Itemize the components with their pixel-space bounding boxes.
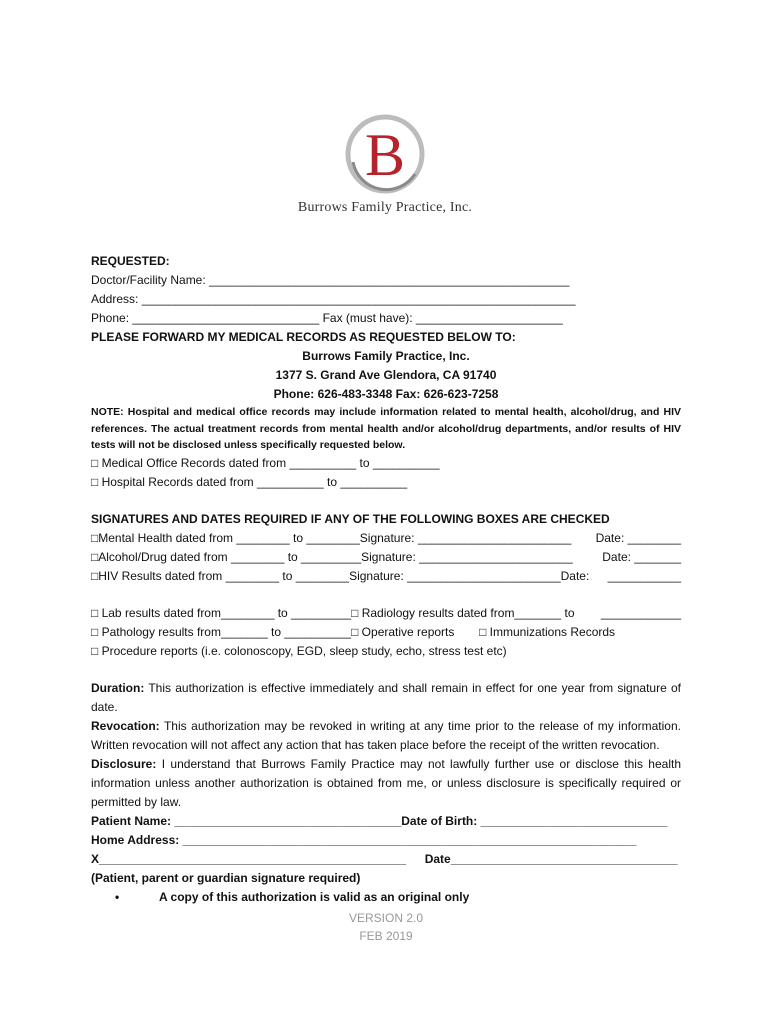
mental-health-text[interactable]: □Mental Health dated from ________ to ________Signature: _______________________ <box>91 530 572 545</box>
mental-health-row[interactable] <box>91 529 681 548</box>
alcohol-drug-row[interactable] <box>91 548 681 567</box>
logo-emblem <box>343 112 427 196</box>
practice-logo <box>0 112 770 216</box>
phone-fax-field[interactable]: Phone: ____________________________ Fax (must have): ______________________ <box>91 311 563 325</box>
pathology-operative-row[interactable] <box>91 623 681 642</box>
hiv-results-text[interactable]: □HIV Results dated from ________ to ________Signature: _______________________Date: <box>91 568 590 583</box>
immunizations-checkbox[interactable]: □ Immunizations Records <box>479 624 616 639</box>
revocation-text: This authorization may be revoked in writing at any time prior to the release of my information. Written revocation will not affect any action that has taken place before the receipt of the written revocation. <box>91 718 681 752</box>
requested-heading: REQUESTED: <box>91 254 170 268</box>
alcohol-drug-text[interactable]: □Alcohol/Drug dated from ________ to _________Signature: _______________________ <box>91 549 573 564</box>
procedure-reports-checkbox[interactable]: □ Procedure reports (i.e. colonoscopy, EGD, sleep study, echo, stress test etc) <box>91 643 507 658</box>
version-date: FEB 2019 <box>359 928 413 943</box>
forward-name: Burrows Family Practice, Inc. <box>302 349 470 363</box>
lab-radiology-row[interactable] <box>91 604 681 623</box>
copy-note-item <box>91 888 681 907</box>
version-label: VERSION 2.0 <box>348 910 424 925</box>
forward-phone: Phone: 626-483-3348 Fax: 626-623-7258 <box>273 387 499 401</box>
hiv-results-date[interactable]: ___________ <box>607 568 681 583</box>
disclosure-paragraph <box>91 755 681 812</box>
disclosure-label: Disclosure: <box>91 756 157 771</box>
pathology-operative-text[interactable]: □ Pathology results from_______ to __________□ Operative reports <box>91 624 455 639</box>
forward-address: 1377 S. Grand Ave Glendora, CA 91740 <box>275 368 497 382</box>
address-field[interactable]: Address: _________________________________________________________________ <box>91 292 576 306</box>
logo-letter: B <box>364 122 406 188</box>
patient-name-dob-field[interactable]: Patient Name: __________________________________Date of Birth: ____________________________ <box>91 813 668 828</box>
home-address-field[interactable]: Home Address: ____________________________________________________________________ <box>91 832 637 847</box>
hospital-records-checkbox[interactable]: □ Hospital Records dated from __________ to __________ <box>91 474 408 489</box>
lab-radiology-end[interactable]: ____________ <box>600 605 681 620</box>
doctor-facility-field[interactable]: Doctor/Facility Name: ______________________________________________________ <box>91 273 570 287</box>
hiv-note: NOTE: Hospital and medical office records may include information related to mental health, alcohol/drug, and HIV references. The actual treatment records from mental health and/or alcohol/drug departments, and/or results of HIV tests will not be disclosed unless specifically requested below. <box>91 406 681 451</box>
hiv-results-row[interactable] <box>91 567 681 586</box>
signature-field[interactable]: X______________________________________________ <box>91 851 406 866</box>
lab-radiology-text[interactable]: □ Lab results dated from________ to _________□ Radiology results dated from_______ to <box>91 605 575 620</box>
authorization-form <box>91 252 681 945</box>
signatures-heading: SIGNATURES AND DATES REQUIRED IF ANY OF THE FOLLOWING BOXES ARE CHECKED <box>91 511 610 526</box>
copy-note-text: A copy of this authorization is valid as an original only <box>159 889 470 904</box>
signature-date-field[interactable]: Date__________________________________ <box>424 851 678 866</box>
signature-note: (Patient, parent or guardian signature required) <box>91 870 361 885</box>
forward-heading: PLEASE FORWARD MY MEDICAL RECORDS AS REQUESTED BELOW TO: <box>91 330 516 344</box>
revocation-paragraph <box>91 717 681 755</box>
signature-row[interactable] <box>91 850 681 869</box>
medical-office-records-checkbox[interactable]: □ Medical Office Records dated from __________ to __________ <box>91 455 440 470</box>
alcohol-drug-date[interactable]: Date: _______ <box>602 549 681 564</box>
practice-name: Burrows Family Practice, Inc. <box>297 200 473 215</box>
revocation-label: Revocation: <box>91 718 160 733</box>
disclosure-text: I understand that Burrows Family Practice may not lawfully further use or disclose this health information unless another authorization is obtained from me, or unless disclosure is specifically required or permitted by law. <box>91 756 681 809</box>
duration-paragraph <box>91 679 681 717</box>
duration-text: This authorization is effective immediately and shall remain in effect for one year from signature of date. <box>91 680 681 714</box>
mental-health-date[interactable]: Date: ________ <box>595 530 681 545</box>
duration-label: Duration: <box>91 680 145 695</box>
